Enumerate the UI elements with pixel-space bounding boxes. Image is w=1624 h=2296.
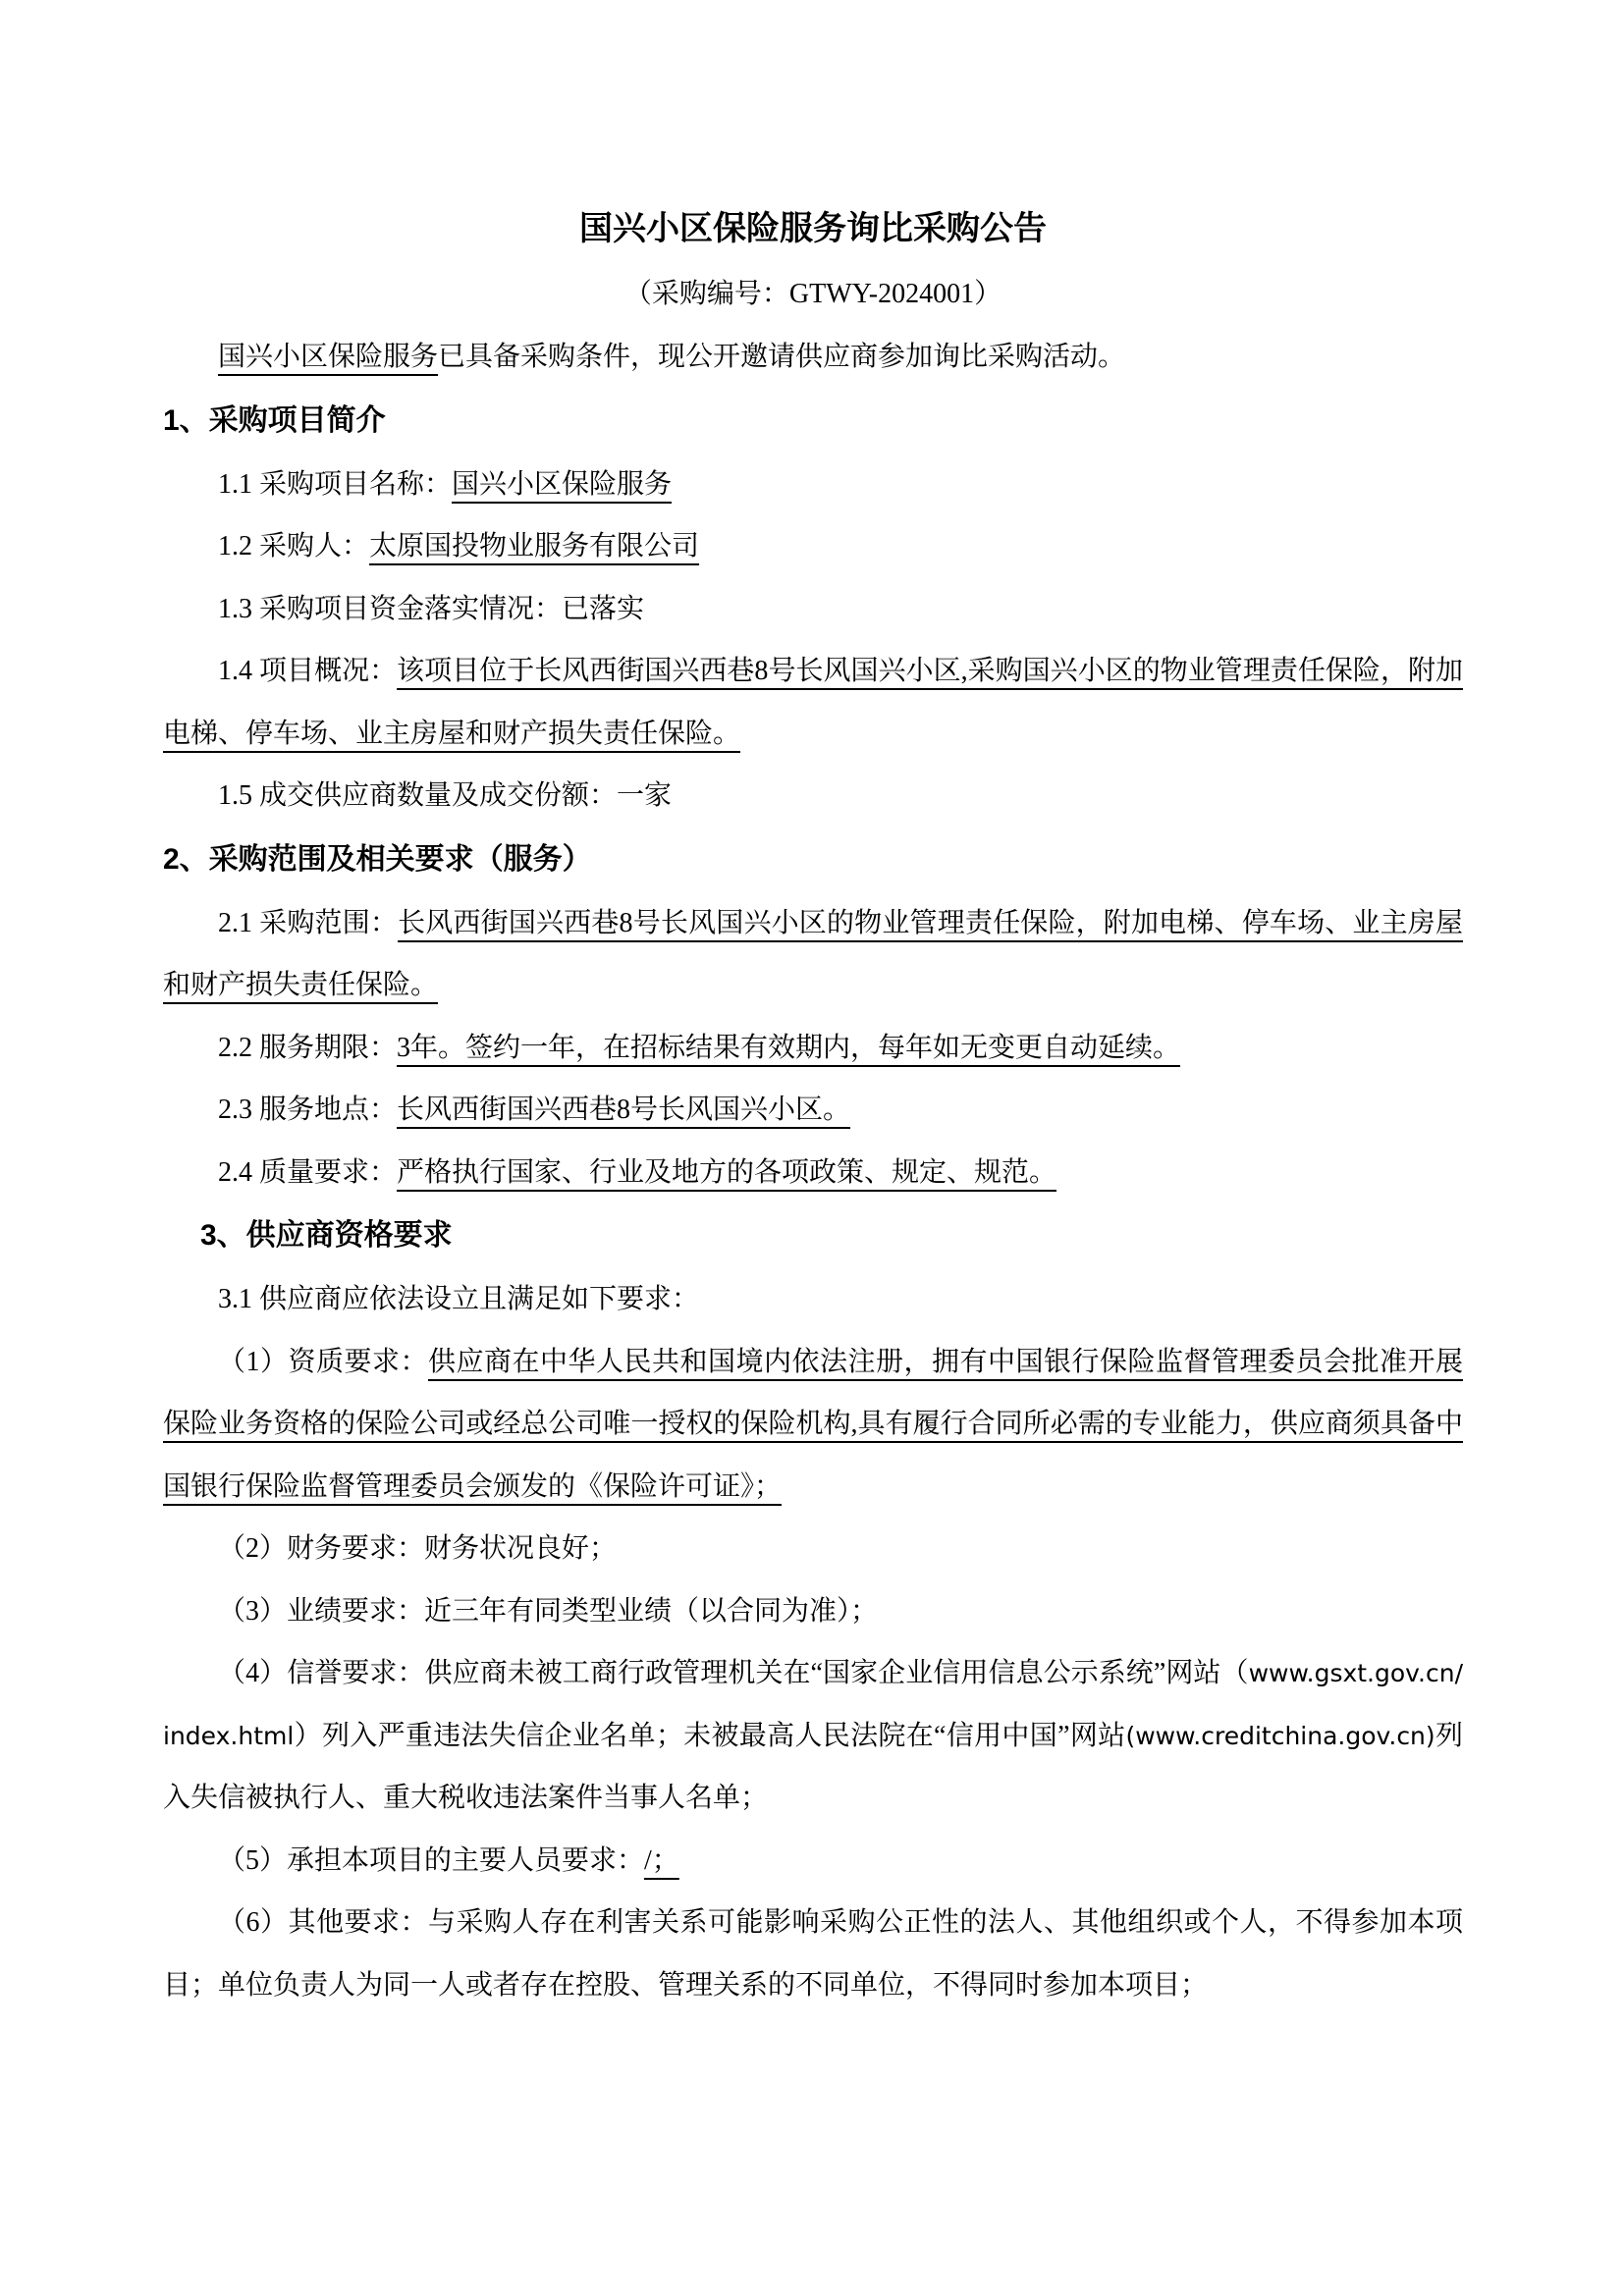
credit-text-2: ）列入严重违法失信企业名单；未被最高人民法院在“信用中国”网站 bbox=[294, 1720, 1126, 1751]
item-1-2 bbox=[163, 515, 1463, 578]
item-2-1-value: 长风西街国兴西巷8号长风国兴小区的物业管理责任保险，附加电梯、停车场、业主房屋和财产损失责任保险。 bbox=[163, 907, 1463, 1000]
item-1-2-value: 太原国投物业服务有限公司 bbox=[369, 531, 700, 561]
item-1-3-value: 已落实 bbox=[562, 593, 645, 624]
financial-label: （2）财务要求： bbox=[218, 1533, 425, 1564]
qualification-value: 供应商在中华人民共和国境内依法注册，拥有中国银行保险监督管理委员会批准开展保险业务资格的保险公司或经总公司唯一授权的保险机构,具有履行合同所必需的专业能力，供应商须具备中国银行保险监督管理委员会颁发的《保险许可证》； bbox=[163, 1346, 1463, 1502]
personnel-requirement bbox=[163, 1830, 1463, 1893]
item-1-5-value: 一家 bbox=[617, 780, 673, 811]
section-1-heading: 1、采购项目简介 bbox=[163, 403, 386, 437]
item-2-2-value: 3年。签约一年，在招标结果有效期内，每年如无变更自动延续。 bbox=[397, 1032, 1181, 1063]
financial-value: 财务状况良好； bbox=[424, 1533, 618, 1564]
gsxt-url: www.gsxt.gov.cn/index.html bbox=[163, 1659, 1463, 1750]
other-requirement: （6）其他要求：与采购人存在利害关系可能影响采购公正性的法人、其他组织或个人，不得参加本项目；单位负责人为同一人或者存在控股、管理关系的不同单位，不得同时参加本项目； bbox=[163, 1907, 1463, 2001]
item-2-3 bbox=[163, 1079, 1463, 1142]
personnel-label: （5）承担本项目的主要人员要求： bbox=[218, 1844, 645, 1876]
procurement-number: （采购编号：GTWY-2024001） bbox=[623, 279, 1002, 309]
financial-requirement bbox=[163, 1518, 1463, 1580]
item-1-4-label: 1.4 项目概况： bbox=[218, 656, 398, 686]
item-2-4 bbox=[163, 1142, 1463, 1204]
item-2-4-label: 2.4 质量要求： bbox=[218, 1156, 398, 1188]
performance-requirement bbox=[163, 1580, 1463, 1643]
item-1-1-label: 1.1 采购项目名称： bbox=[218, 468, 453, 500]
item-2-1-label: 2.1 采购范围： bbox=[218, 907, 399, 938]
performance-label: （3）业绩要求： bbox=[218, 1595, 425, 1627]
qualification-label: （1）资质要求： bbox=[218, 1346, 428, 1377]
personnel-value: /； bbox=[644, 1844, 679, 1876]
item-2-3-label: 2.3 服务地点： bbox=[218, 1095, 398, 1125]
item-1-3-label: 1.3 采购项目资金落实情况： bbox=[218, 593, 563, 624]
item-1-2-label: 1.2 采购人： bbox=[218, 531, 370, 561]
item-1-5 bbox=[163, 765, 1463, 828]
item-1-5-label: 1.5 成交供应商数量及成交份额： bbox=[218, 780, 618, 811]
section-2-heading: 2、采购范围及相关要求（服务） bbox=[163, 842, 592, 876]
document-title: 国兴小区保险服务询比采购公告 bbox=[579, 210, 1047, 247]
intro-rest: 已具备采购条件，现公开邀请供应商参加询比采购活动。 bbox=[438, 342, 1126, 372]
creditchina-url: (www.creditchina.gov.cn) bbox=[1125, 1721, 1435, 1750]
item-1-1-value: 国兴小区保险服务 bbox=[452, 468, 673, 500]
credit-text-3: 列入失信被执行人、重大税收违法案件当事人名单； bbox=[163, 1720, 1463, 1813]
item-1-4 bbox=[163, 640, 1463, 765]
item-2-3-value: 长风西街国兴西巷8号长风国兴小区。 bbox=[397, 1095, 851, 1125]
qualification-requirement bbox=[163, 1331, 1463, 1519]
section-3-heading: 3、供应商资格要求 bbox=[200, 1219, 453, 1252]
item-1-1 bbox=[163, 454, 1463, 516]
item-2-4-value: 严格执行国家、行业及地方的各项政策、规定、规范。 bbox=[397, 1156, 1057, 1188]
item-2-2-label: 2.2 服务期限： bbox=[218, 1032, 398, 1063]
item-2-1 bbox=[163, 892, 1463, 1017]
credit-text-1: （4）信誉要求：供应商未被工商行政管理机关在“国家企业信用信息公示系统”网站（ bbox=[218, 1658, 1249, 1688]
item-2-2 bbox=[163, 1017, 1463, 1080]
credit-requirement bbox=[163, 1642, 1463, 1830]
item-3-1: 3.1 供应商应依法设立且满足如下要求： bbox=[218, 1284, 700, 1314]
intro-project-name: 国兴小区保险服务 bbox=[218, 342, 439, 372]
performance-value: 近三年有同类型业绩（以合同为准）； bbox=[424, 1595, 879, 1627]
item-1-4-value: 该项目位于长风西街国兴西巷8号长风国兴小区,采购国兴小区的物业管理责任保险，附加电梯、停车场、业主房屋和财产损失责任保险。 bbox=[163, 656, 1463, 749]
intro-paragraph bbox=[163, 326, 1463, 389]
item-1-3 bbox=[163, 578, 1463, 641]
